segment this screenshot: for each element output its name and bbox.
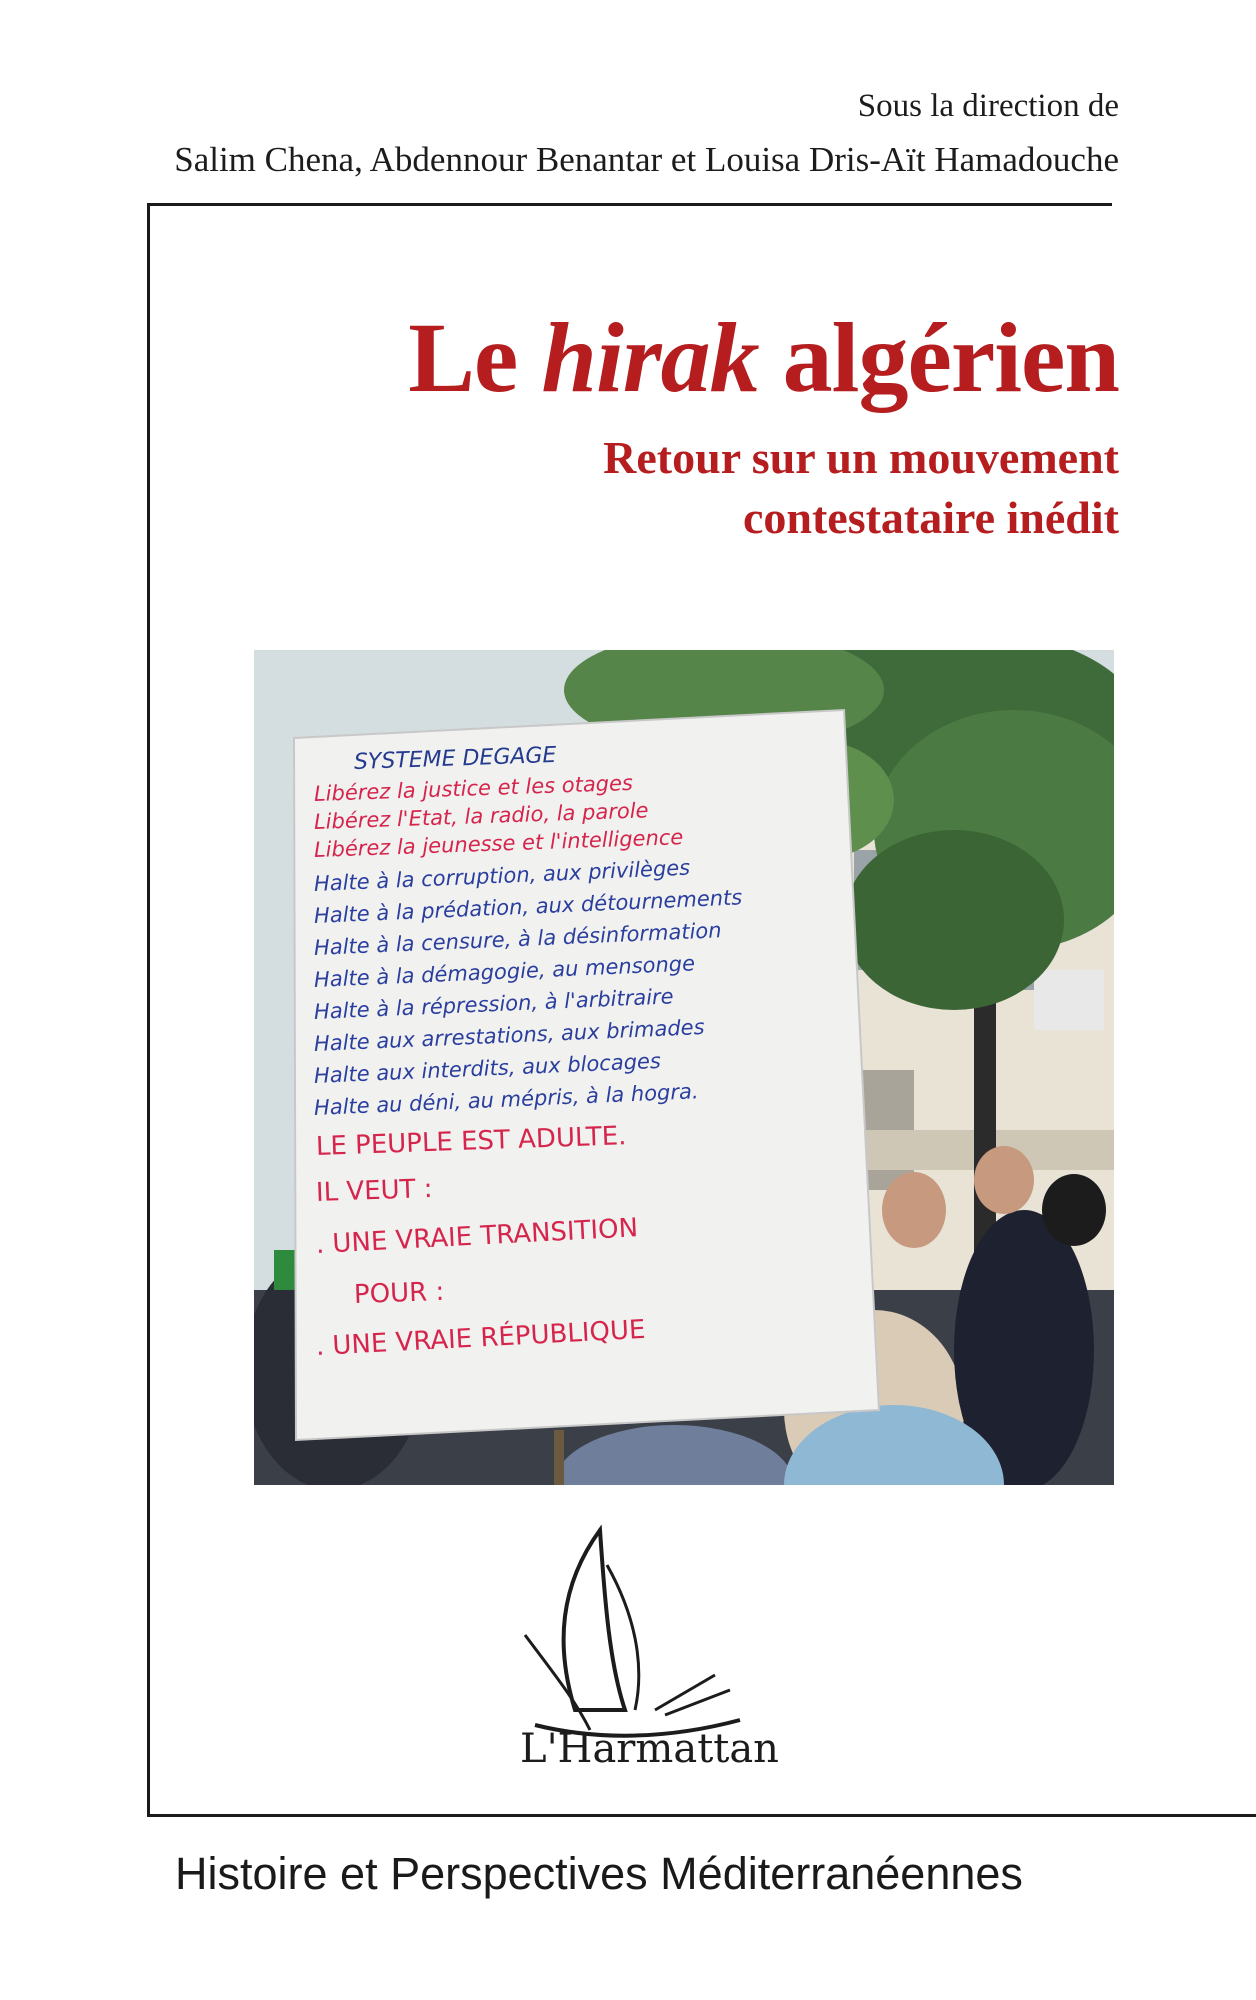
subtitle-line-2: contestataire inédit — [742, 492, 1119, 543]
title-prefix: Le — [408, 302, 542, 413]
sign-line: Halte à la prédation, aux détournements — [313, 885, 743, 928]
sign-line: Halte à la répression, à l'arbitraire — [313, 984, 675, 1024]
title-italic: hirak — [541, 302, 759, 413]
authors: Salim Chena, Abdennour Benantar et Louisa Dris-Aït Hamadouche — [174, 140, 1119, 179]
sign-line: LE PEUPLE EST ADULTE. — [315, 1121, 627, 1162]
sign-line: Halte à la corruption, aux privilèges — [313, 855, 691, 896]
sign-line: Halte à la censure, à la désinformation — [313, 918, 722, 960]
cover-photo — [254, 650, 1114, 1485]
direction-label: Sous la direction de — [857, 88, 1119, 124]
sign-line: Halte aux arrestations, aux brimades — [313, 1014, 705, 1056]
sign-line: Libérez la jeunesse et l'intelligence — [313, 825, 684, 862]
sign-line: Halte à la démagogie, au mensonge — [313, 951, 696, 992]
sign-line: Halte au déni, au mépris, à la hogra. — [313, 1079, 700, 1120]
sign-line: POUR : — [353, 1276, 445, 1310]
sign-line: . UNE VRAIE RÉPUBLIQUE — [315, 1314, 647, 1362]
sign-line: . UNE VRAIE TRANSITION — [315, 1213, 639, 1260]
sign-line: IL VEUT : — [315, 1173, 434, 1208]
sign-line: Halte aux interdits, aux blocages — [313, 1048, 662, 1088]
subtitle-line-1: Retour sur un mouvement — [603, 432, 1119, 483]
title-suffix: algérien — [758, 302, 1119, 413]
frame-trim — [1112, 200, 1256, 208]
sign-header: SYSTEME DEGAGE — [353, 742, 557, 775]
sign-line: Libérez la justice et les otages — [313, 770, 634, 806]
subtitle — [603, 428, 1119, 548]
book-title — [408, 300, 1119, 415]
sign-line: Libérez l'Etat, la radio, la parole — [313, 798, 649, 834]
publisher-name: L'Harmattan — [520, 1726, 779, 1772]
collection-name: Histoire et Perspectives Méditerranéennes — [175, 1848, 1023, 1899]
